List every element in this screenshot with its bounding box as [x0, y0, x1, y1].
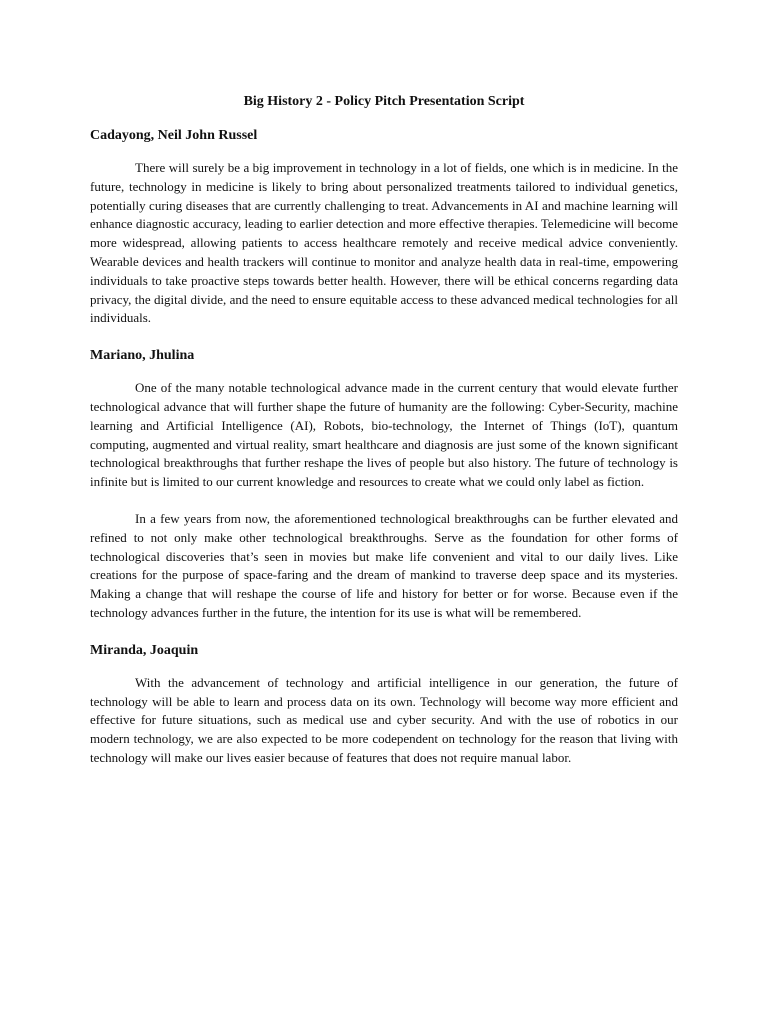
section-author-heading: Mariano, Jhulina: [90, 348, 195, 364]
section-paragraph: There will surely be a big improvement in technology in a lot of fields, one which is in medicine. In the future, technology in medicine is likely to bring about personalized treatments tailored to individual genetics, potentially curing diseases that are currently challenging to treat. Advancements in AI and machine learning will enhance diagnostic accuracy, leading to earlier detection and more effective therapies. Telemedicine will become more widespread, allowing patients to access healthcare remotely and receive medical advice conveniently. Wearable devices and health trackers will continue to monitor and analyze health data in real-time, empowering individuals to take proactive steps towards better health. However, there will be ethical concerns regarding data privacy, the digital divide, and the need to ensure equitable access to these advanced medical technologies for all individuals.: [90, 160, 678, 326]
document-title: Big History 2 - Policy Pitch Presentation Script: [243, 94, 525, 109]
section-paragraph: In a few years from now, the aforementioned technological breakthroughs can be further elevated and refined to not only make other technological breakthroughs. Serve as the foundation for other forms of technological discoveries that’s seen in movies but make life convenient and vital to our daily lives. Like creations for the purpose of space-faring and the dream of mankind to traverse deep space and its mysteries. Making a change that will reshape the course of life and history for better or for worse. Because even if the technology advances further in the future, the intention for its use is what will be remembered.: [90, 510, 678, 620]
section-author-heading: Cadayong, Neil John Russel: [90, 128, 258, 143]
section-miranda: [90, 641, 678, 768]
section-paragraph: One of the many notable technological advance made in the current century that would elevate further technological advance that will further shape the future of humanity are the following: Cyber-Security, machine learning and Artificial Intelligence (AI), Robots, bio-technology, the Internet of Things (IoT), quantum computing, augmented and virtual reality, smart healthcare and diagnosis are just some of the known significant technological breakthroughs that further reshape the lives of people but also history. The future of technology is infinite but is limited to our current knowledge and resources to create what we could only label as fiction.: [90, 380, 678, 490]
section-paragraph: With the advancement of technology and artificial intelligence in our generation, the future of technology will be able to learn and process data on its own. Technology will become way more efficient and effective for future situations, such as medical use and cyber security. And with the use of robotics in our modern technology, we are also expected to be more codependent on technology for the reason that living with technology will make our lives easier because of features that does not require manual labor.: [90, 674, 678, 765]
section-cadayong: [90, 126, 678, 328]
document-page: [90, 92, 678, 786]
section-author-heading: Miranda, Joaquin: [90, 642, 199, 658]
section-mariano: [90, 346, 678, 623]
